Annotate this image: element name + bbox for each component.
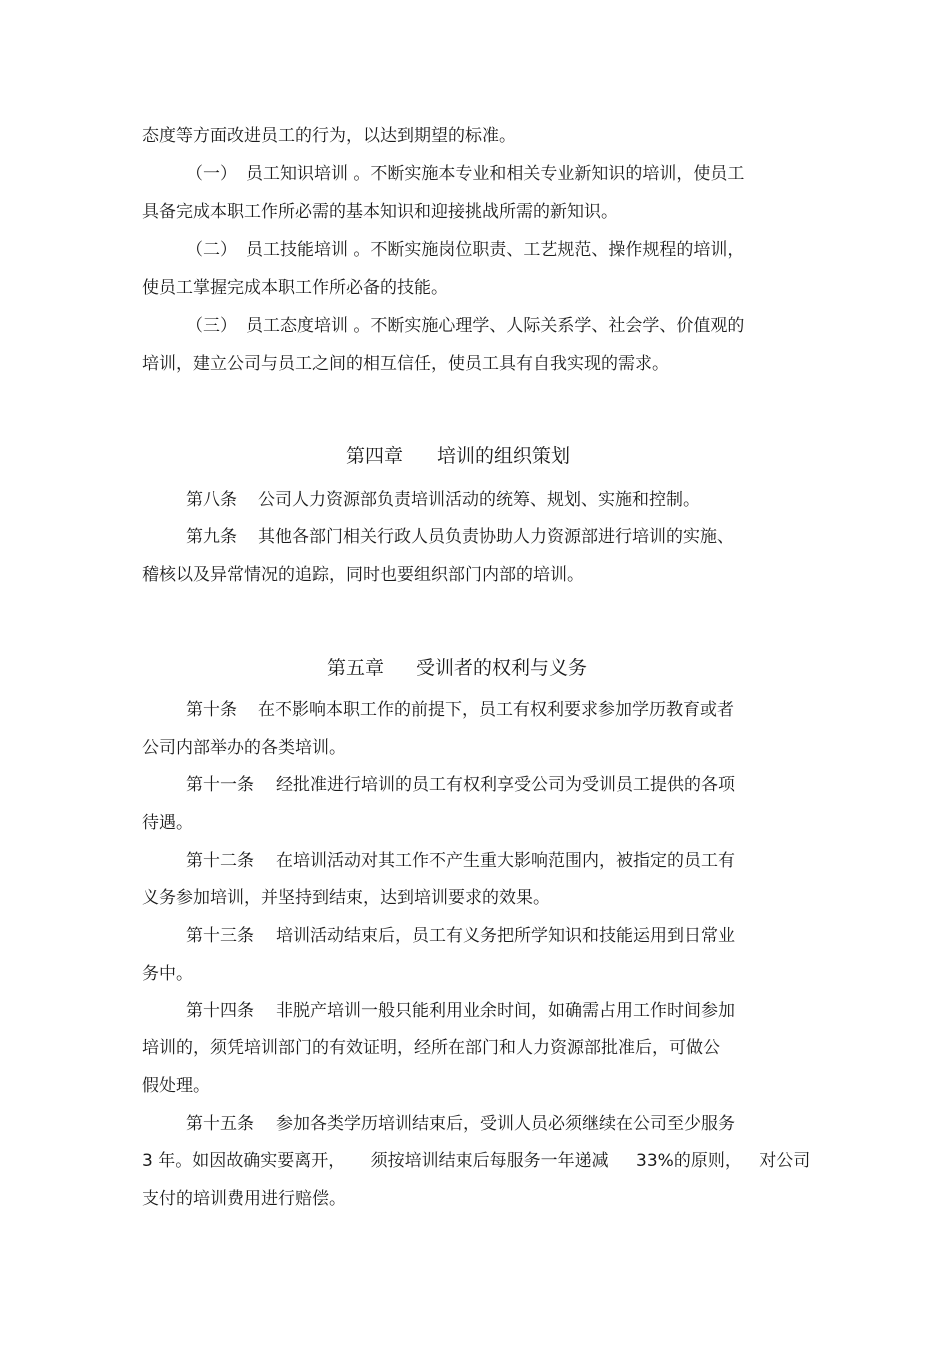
paragraph-line: 务中。 — [142, 964, 193, 984]
item-label: （二） — [186, 240, 237, 260]
article-label: 第十二条 — [186, 851, 254, 871]
item-label: （三） — [186, 316, 237, 336]
text-segment: 33%的原则， — [636, 1151, 742, 1171]
paragraph-line: 培训，建立公司与员工之间的相互信任，使员工具有自我实现的需求。 — [142, 354, 669, 374]
paragraph-line: 员工知识培训 。不断实施本专业和相关专业新知识的培训，使员工 — [246, 164, 745, 184]
article-label: 第十一条 — [186, 775, 254, 795]
paragraph-line: 态度等方面改进员工的行为，以达到期望的标准。 — [142, 126, 516, 146]
chapter-title: 培训的组织策划 — [437, 445, 571, 467]
item-label: （一） — [186, 164, 237, 184]
paragraph-line: 其他各部门相关行政人员负责协助人力资源部进行培训的实施、 — [258, 527, 734, 547]
paragraph-line: 培训的，须凭培训部门的有效证明，经所在部门和人力资源部批准后，可做公 — [142, 1038, 720, 1058]
paragraph-line: 参加各类学历培训结束后，受训人员必须继续在公司至少服务 — [276, 1114, 735, 1134]
article-label: 第八条 — [186, 490, 237, 510]
paragraph-line: 义务参加培训，并坚持到结束，达到培训要求的效果。 — [142, 888, 550, 908]
chapter-number: 第四章 — [346, 445, 404, 467]
paragraph-line: 待遇。 — [142, 813, 193, 833]
paragraph-line: 支付的培训费用进行赔偿。 — [142, 1189, 346, 1209]
paragraph-line: 公司人力资源部负责培训活动的统筹、规划、实施和控制。 — [258, 490, 700, 510]
text-segment: 3 年。如因故确实要离开， — [142, 1151, 346, 1171]
chapter-title: 受训者的权利与义务 — [416, 657, 588, 679]
paragraph-line: 员工技能培训 。不断实施岗位职责、工艺规范、操作规程的培训， — [246, 240, 745, 260]
article-label: 第九条 — [186, 527, 237, 547]
article-label: 第十四条 — [186, 1001, 254, 1021]
paragraph-line: 公司内部举办的各类培训。 — [142, 738, 346, 758]
paragraph-line: 使员工掌握完成本职工作所必备的技能。 — [142, 278, 448, 298]
chapter-number: 第五章 — [327, 657, 385, 679]
paragraph-line: 在培训活动对其工作不产生重大影响范围内，被指定的员工有 — [276, 851, 735, 871]
paragraph-line: 培训活动结束后，员工有义务把所学知识和技能运用到日常业 — [276, 926, 735, 946]
paragraph-line: 经批准进行培训的员工有权利享受公司为受训员工提供的各项 — [276, 775, 735, 795]
article-label: 第十五条 — [186, 1114, 254, 1134]
text-segment: 须按培训结束后每服务一年递减 — [370, 1151, 609, 1171]
text-segment: 对公司 — [759, 1151, 811, 1171]
paragraph-line: 非脱产培训一般只能利用业余时间，如确需占用工作时间参加 — [276, 1001, 735, 1021]
paragraph-line: 在不影响本职工作的前提下，员工有权利要求参加学历教育或者 — [258, 700, 734, 720]
paragraph-line: 具备完成本职工作所必需的基本知识和迎接挑战所需的新知识。 — [142, 202, 618, 222]
paragraph-line-segments — [142, 1149, 810, 1173]
article-label: 第十条 — [186, 700, 237, 720]
paragraph-line: 员工态度培训 。不断实施心理学、人际关系学、社会学、价值观的 — [246, 316, 745, 336]
paragraph-line: 假处理。 — [142, 1076, 210, 1096]
paragraph-line: 稽核以及异常情况的追踪，同时也要组织部门内部的培训。 — [142, 565, 584, 585]
article-label: 第十三条 — [186, 926, 254, 946]
